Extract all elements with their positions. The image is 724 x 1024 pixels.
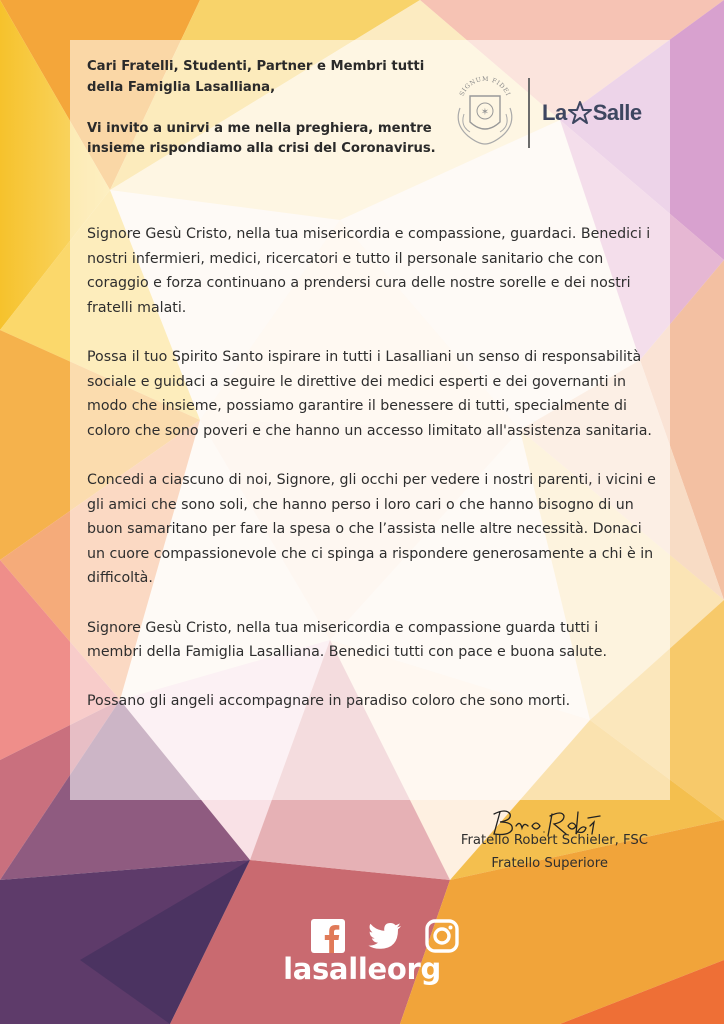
facebook-icon[interactable]: [310, 918, 346, 954]
paragraph: Concedi a ciascuno di noi, Signore, gli occhi per vedere i nostri parenti, i vicini e gli amici che sono soli, che hanno perso i loro cari o che hanno bisogno di un buon samaritano per fare la spesa o che l’assista nelle altre necessità. Donaci un cuore compassionevole che ci spinga a rispondere generosamente a chi è in difficoltà.: [87, 471, 656, 587]
letter-body: [87, 222, 657, 738]
paragraph: Possano gli angeli accompagnare in paradiso coloro che sono morti.: [87, 693, 571, 710]
twitter-icon[interactable]: [367, 918, 403, 954]
svg-text:SIGNUM FIDEI: SIGNUM FIDEI: [458, 75, 512, 98]
logo-divider: [528, 78, 530, 148]
signum-fidei-seal-icon: [450, 74, 520, 148]
svg-text:✶: ✶: [480, 107, 490, 118]
website-link[interactable]: lasalleorg: [283, 952, 441, 986]
star-icon: [568, 101, 592, 125]
signatory-name: Fratello Robert Schieler, FSC: [460, 833, 648, 848]
paragraph: Possa il tuo Spirito Santo ispirare in tutti i Lasalliani un senso di responsabilità sociale e guidaci a seguire le direttive dei medici esperti e dei governanti in modo che insieme, possiamo garantire il benessere di tutti, specialmente di coloro che sono poveri e che hanno un accesso limitato all'assistenza sanitaria.: [87, 348, 652, 439]
instagram-icon[interactable]: [424, 918, 460, 954]
lasalle-logo: [542, 98, 642, 128]
header-logos: [450, 74, 650, 154]
signature-block: [420, 804, 660, 894]
paragraph: Signore Gesù Cristo, nella tua misericordia e compassione guarda tutti i membri della Famiglia Lasalliana. Benedici tutti con pace e buona salute.: [87, 619, 607, 661]
greeting-line: della Famiglia Lasalliana,: [87, 79, 276, 95]
logo-text-la: La: [542, 100, 567, 125]
greeting-line: insieme rispondiamo alla crisi del Coronavirus.: [87, 141, 436, 156]
signatory-title: Fratello Superiore: [491, 856, 608, 871]
paragraph: Signore Gesù Cristo, nella tua misericordia e compassione, guardaci. Benedici i nostri infermieri, medici, ricercatori e tutto il personale sanitario che con coraggio e forza continuano a prendersi cura delle nostre sorelle e dei nostri fratelli malati.: [87, 226, 651, 316]
greeting-line: Cari Fratelli, Studenti, Partner e Membri tutti: [87, 59, 425, 74]
greeting: [87, 57, 447, 160]
logo-text-salle: Salle: [592, 100, 642, 125]
greeting-line: Vi invito a unirvi a me nella preghiera, mentre: [87, 120, 432, 136]
